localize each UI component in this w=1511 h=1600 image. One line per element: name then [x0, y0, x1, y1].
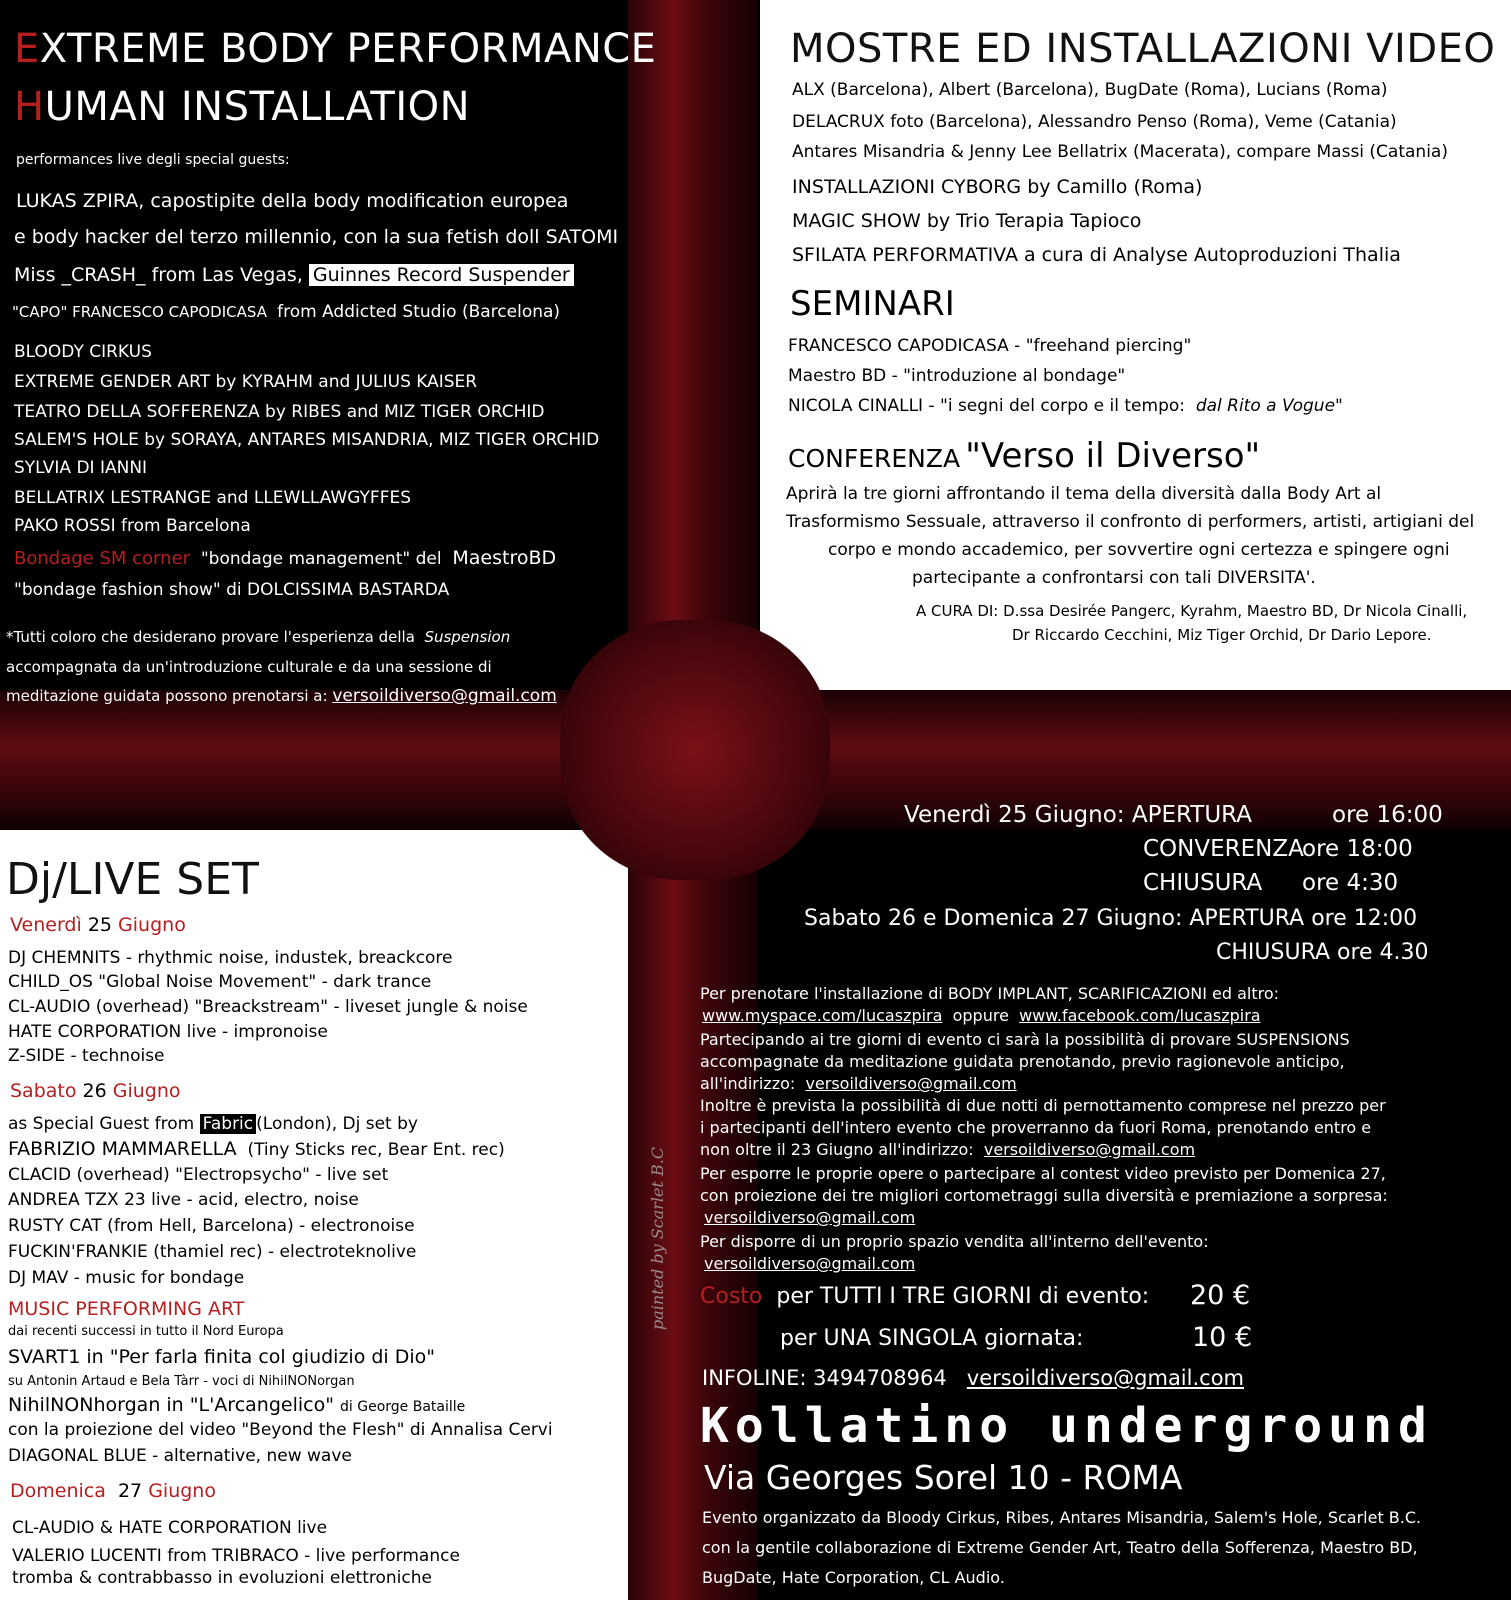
act-line: FUCKIN'FRANKIE (thamiel rec) - electroteknolive [8, 1242, 417, 1262]
info-text: www.myspace.com/lucaszpira oppure www.facebook.com/lucaszpira [702, 1006, 1261, 1025]
guest-line: "CAPO" FRANCESCO CAPODICASA from Addicted Studio (Barcelona) [12, 302, 561, 322]
info-text: non oltre il 23 Giugno all'indirizzo: versoildiverso@gmail.com [700, 1140, 1196, 1159]
mostre-title: MOSTRE ED INSTALLAZIONI VIDEO [790, 26, 1496, 72]
facebook-link[interactable]: www.facebook.com/lucaszpira [1019, 1006, 1261, 1025]
curators: Dr Riccardo Cecchini, Miz Tiger Orchid, Dr Dario Lepore. [1012, 626, 1432, 644]
organizers-text: Evento organizzato da Bloody Cirkus, Ribes, Antares Misandria, Salem's Hole, Scarlet B.C. [702, 1508, 1422, 1527]
conferenza-title: CONFERENZA "Verso il Diverso" [788, 436, 1261, 476]
act-line: CHILD_OS "Global Noise Movement" - dark trance [8, 972, 432, 992]
conf-text: Trasformismo Sessuale, attraverso il confronto di performers, artisti, artigiani del [786, 512, 1475, 532]
act-line: CLACID (overhead) "Electropsycho" - live set [8, 1165, 389, 1185]
mostre-line: INSTALLAZIONI CYBORG by Camillo (Roma) [792, 176, 1203, 198]
info-text: Per prenotare l'installazione di BODY IMPLANT, SCARIFICAZIONI ed altro: [700, 984, 1280, 1003]
act-line: FABRIZIO MAMMARELLA (Tiny Sticks rec, Bear Ent. rec) [8, 1138, 505, 1160]
guest-line: e body hacker del terzo millennio, con la sua fetish doll SATOMI [14, 226, 619, 248]
act-line: CL-AUDIO (overhead) "Breackstream" - liveset jungle & noise [8, 997, 528, 1017]
email-link[interactable]: versoildiverso@gmail.com [704, 1208, 916, 1227]
email-link[interactable]: versoildiverso@gmail.com [983, 1140, 1196, 1159]
seminari-title: SEMINARI [790, 284, 955, 324]
guest-line: LUKAS ZPIRA, capostipite della body modification europea [16, 190, 569, 212]
guest-line: BLOODY CIRKUS [14, 342, 152, 362]
email-link[interactable]: versoildiverso@gmail.com [805, 1074, 1017, 1093]
painted-by-credit: painted by Scarlet B.C [648, 1146, 667, 1330]
act-line: tromba & contrabbasso in evoluzioni elettroniche [12, 1568, 432, 1588]
act-line: DIAGONAL BLUE - alternative, new wave [8, 1446, 352, 1466]
rope-knot [560, 620, 830, 880]
title-human-installation: HUMAN INSTALLATION [14, 84, 471, 130]
conf-text: partecipante a confrontarsi con tali DIVERSITA'. [912, 568, 1316, 588]
info-text: Per disporre di un proprio spazio vendita all'interno dell'evento: [700, 1232, 1209, 1251]
day-heading: Venerdì 25 Giugno [10, 914, 186, 936]
price-value: 20 € [1190, 1280, 1251, 1311]
fabric-highlight: Fabric [200, 1114, 257, 1134]
info-text: all'indirizzo: versoildiverso@gmail.com [700, 1074, 1017, 1093]
email-link[interactable]: versoildiverso@gmail.com [332, 686, 557, 706]
guest-line: Miss _CRASH_ from Las Vegas, Guinnes Record Suspender [14, 264, 574, 286]
act-line: as Special Guest from Fabric (London), Dj set by [8, 1114, 418, 1134]
price-line: Costo per TUTTI I TRE GIORNI di evento: [700, 1284, 1150, 1309]
email-link[interactable]: versoildiverso@gmail.com [966, 1366, 1245, 1390]
guest-line: SYLVIA DI IANNI [14, 458, 148, 478]
info-text: Per esporre le proprie opere o partecipare al contest video previsto per Domenica 27, [700, 1164, 1386, 1183]
schedule-line: CONVERENZA [1143, 836, 1304, 862]
mostre-line: MAGIC SHOW by Trio Terapia Tapioco [792, 210, 1142, 232]
price-value: 10 € [1192, 1322, 1253, 1353]
venue-address: Via Georges Sorel 10 - ROMA [704, 1458, 1183, 1497]
email-link[interactable]: versoildiverso@gmail.com [704, 1254, 916, 1273]
info-text: i partecipanti dell'intero evento che proverranno da fuori Roma, prenotando entro e [700, 1118, 1372, 1137]
act-line: SVART1 in "Per farla finita col giudizio di Dio" [8, 1346, 436, 1368]
act-line: CL-AUDIO & HATE CORPORATION live [12, 1518, 328, 1538]
mpa-heading: MUSIC PERFORMING ART [8, 1298, 245, 1320]
act-line: Z-SIDE - technoise [8, 1046, 165, 1066]
guest-line: EXTREME GENDER ART by KYRAHM and JULIUS KAISER [14, 372, 478, 392]
dj-live-title: Dj/LIVE SET [6, 854, 259, 905]
price-line: per UNA SINGOLA giornata: [780, 1326, 1084, 1351]
venue-logo: Kollatino underground [700, 1398, 1433, 1454]
guest-line: "bondage fashion show" di DOLCISSIMA BASTARDA [14, 580, 450, 600]
suspension-note: accompagnata da un'introduzione culturale e da una sessione di [6, 658, 492, 676]
intro-text: performances live degli special guests: [16, 152, 290, 168]
suspension-note: meditazione guidata possono prenotarsi a: versoildiverso@gmail.com [6, 686, 557, 706]
myspace-link[interactable]: www.myspace.com/lucaszpira [702, 1006, 943, 1025]
act-line: VALERIO LUCENTI from TRIBRACO - live performance [12, 1546, 460, 1566]
guest-line: TEATRO DELLA SOFFERENZA by RIBES and MIZ TIGER ORCHID [14, 402, 545, 422]
info-text: Inoltre è prevista la possibilità di due notti di pernottamento comprese nel prezzo per [700, 1096, 1386, 1115]
act-line: su Antonin Artaud e Bela Tàrr - voci di NihilNONorgan [8, 1374, 355, 1389]
organizers-text: con la gentile collaborazione di Extreme Gender Art, Teatro della Sofferenza, Maestro BD, [702, 1538, 1418, 1557]
act-line: DJ CHEMNITS - rhythmic noise, industek, breackcore [8, 948, 453, 968]
organizers-text: BugDate, Hate Corporation, CL Audio. [702, 1568, 1005, 1587]
act-line: RUSTY CAT (from Hell, Barcelona) - electronoise [8, 1216, 415, 1236]
schedule-line: CHIUSURA ore 4.30 [1216, 940, 1429, 965]
act-line: HATE CORPORATION live - impronoise [8, 1022, 328, 1042]
seminar-line: FRANCESCO CAPODICASA - "freehand piercing" [788, 336, 1192, 356]
act-line: NihilNONhorgan in "L'Arcangelico" di George Bataille [8, 1394, 466, 1416]
info-text: Partecipando ai tre giorni di evento ci sarà la possibilità di provare SUSPENSIONS [700, 1030, 1350, 1049]
schedule-line: Sabato 26 e Domenica 27 Giugno: APERTURA ore 12:00 [804, 906, 1418, 931]
day-heading: Sabato 26 Giugno [10, 1080, 181, 1102]
title-extreme-body: EXTREME BODY PERFORMANCE [14, 26, 657, 72]
info-text: con proiezione dei tre migliori cortometraggi sulla diversità e premiazione a sorpresa: [700, 1186, 1388, 1205]
day-heading: Domenica 27 Giugno [10, 1480, 216, 1502]
bondage-corner-line: Bondage SM corner "bondage management" del MaestroBD [14, 547, 557, 569]
mpa-subtitle: dai recenti successi in tutto il Nord Europa [8, 1324, 284, 1339]
act-line: DJ MAV - music for bondage [8, 1268, 245, 1288]
conf-text: corpo e mondo accademico, per sovvertire ogni certezza e spingere ogni [828, 540, 1450, 560]
schedule-time: ore 4:30 [1302, 870, 1399, 896]
infoline: INFOLINE: 3494708964 versoildiverso@gmail.com [702, 1366, 1245, 1390]
schedule-time: ore 16:00 [1332, 802, 1443, 828]
suspension-note: *Tutti coloro che desiderano provare l'esperienza della Suspension [6, 628, 511, 646]
mostre-line: Antares Misandria & Jenny Lee Bellatrix (Macerata), compare Massi (Catania) [792, 142, 1448, 162]
curators: A CURA DI: D.ssa Desirée Pangerc, Kyrahm, Maestro BD, Dr Nicola Cinalli, [916, 602, 1468, 620]
record-highlight: Guinnes Record Suspender [309, 264, 574, 286]
seminar-line: Maestro BD - "introduzione al bondage" [788, 366, 1126, 386]
info-text: accompagnate da meditazione guidata prenotando, previo ragionevole anticipo, [700, 1052, 1345, 1071]
seminar-line: NICOLA CINALLI - "i segni del corpo e il tempo: dal Rito a Vogue" [788, 396, 1343, 416]
guest-line: PAKO ROSSI from Barcelona [14, 516, 251, 536]
mostre-line: SFILATA PERFORMATIVA a cura di Analyse Autoproduzioni Thalia [792, 244, 1401, 266]
schedule-line: CHIUSURA [1143, 870, 1263, 896]
act-line: con la proiezione del video "Beyond the Flesh" di Annalisa Cervi [8, 1420, 553, 1440]
guest-line: SALEM'S HOLE by SORAYA, ANTARES MISANDRIA, MIZ TIGER ORCHID [14, 430, 600, 450]
guest-line: BELLATRIX LESTRANGE and LLEWLLAWGYFFES [14, 488, 412, 508]
schedule-time: ore 18:00 [1302, 836, 1413, 862]
conf-text: Aprirà la tre giorni affrontando il tema della diversità dalla Body Art al [786, 484, 1382, 504]
act-line: ANDREA TZX 23 live - acid, electro, noise [8, 1190, 359, 1210]
mostre-line: DELACRUX foto (Barcelona), Alessandro Penso (Roma), Veme (Catania) [792, 112, 1397, 132]
mostre-line: ALX (Barcelona), Albert (Barcelona), BugDate (Roma), Lucians (Roma) [792, 80, 1388, 100]
schedule-line: Venerdì 25 Giugno: APERTURA [904, 802, 1252, 828]
